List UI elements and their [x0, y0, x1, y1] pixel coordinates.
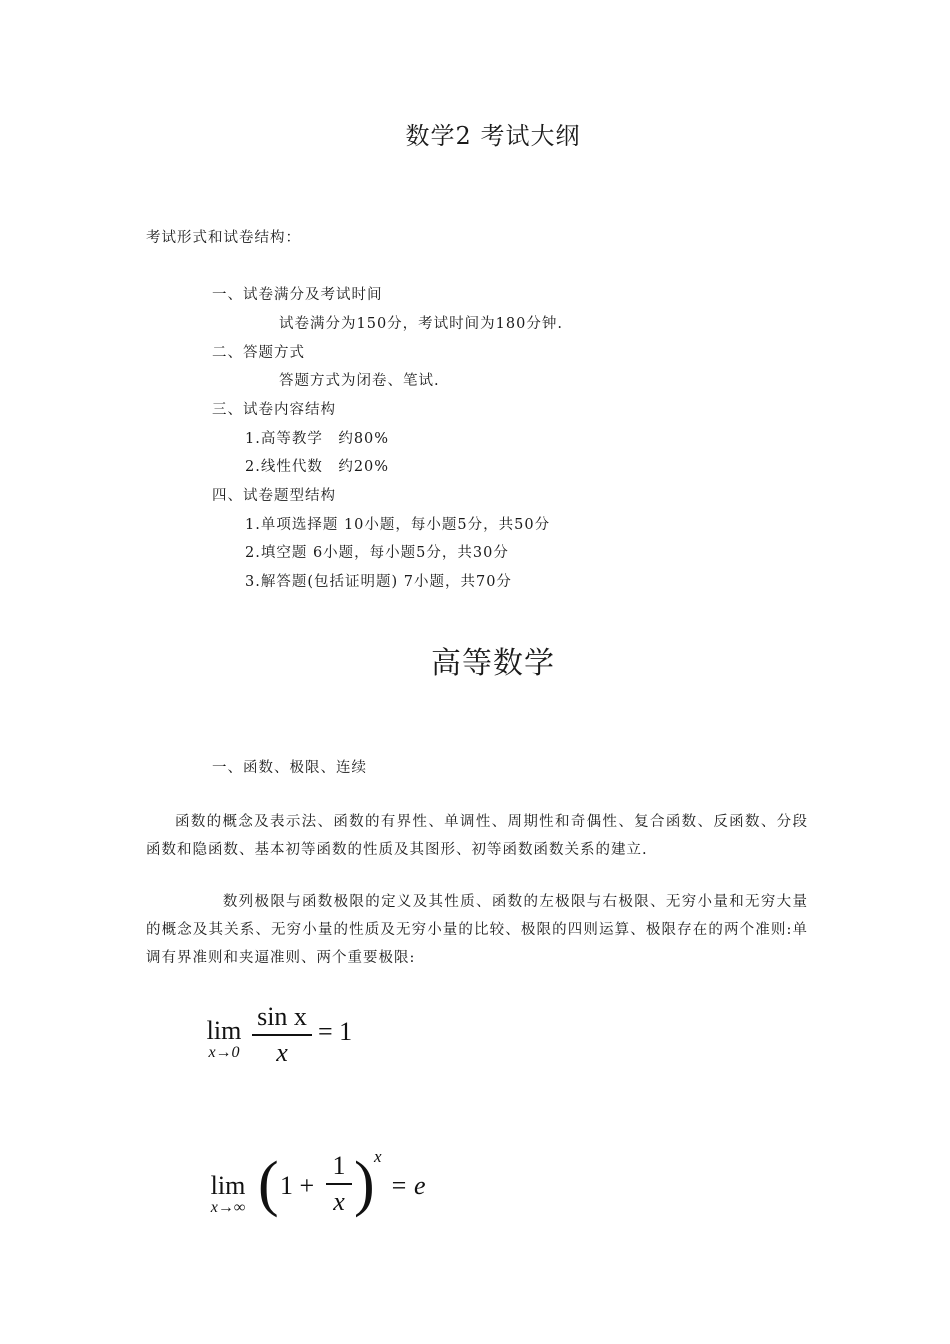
lim-subscript: x→0	[208, 1044, 240, 1061]
fraction-bar	[326, 1183, 352, 1185]
exponent: x	[374, 1147, 382, 1166]
section-content: 2.线性代数 约20%	[245, 459, 390, 475]
section-content: 1.高等教学 约80%	[245, 431, 390, 447]
section-title: 高等数学	[431, 646, 555, 681]
right-parenthesis: )	[354, 1150, 375, 1218]
exam-structure-heading: 考试形式和试卷结构：	[146, 230, 301, 246]
left-parenthesis: (	[258, 1150, 279, 1218]
section-content: 试卷满分为150分，考试时间为180分钟.	[279, 316, 563, 332]
formula-rhs: = 1	[318, 1017, 353, 1046]
fraction-denominator: x	[333, 1187, 345, 1216]
section-content: 2.填空题 6小题，每小题5分，共30分	[245, 545, 509, 561]
paragraph: 函数的概念及表示法、函数的有界性、单调性、周期性和奇偶性、复合函数、反函数、分段函数和隐函数、基本初等函数的性质及其图形、初等函数函数关系的建立.	[146, 814, 808, 858]
section-label: 三、试卷内容结构	[212, 402, 336, 418]
formula-one-plus: 1 +	[280, 1171, 315, 1200]
section-label: 一、试卷满分及考试时间	[212, 287, 383, 303]
section-label: 四、试卷题型结构	[212, 488, 336, 504]
formula-e-limit	[200, 1145, 460, 1235]
paragraph: 数列极限与函数极限的定义及其性质、函数的左极限与右极限、无穷小量和无穷大量的概念及其关系、无穷小量的性质及无穷小量的比较、极限的四则运算、极限存在的两个准则:单调有界准则和夹逼准则、两个重要极限:	[146, 894, 808, 966]
formula-rhs: = e	[390, 1171, 426, 1200]
fraction-bar	[252, 1034, 312, 1036]
section-label: 二、答题方式	[212, 345, 305, 361]
chapter-heading: 一、函数、极限、连续	[212, 760, 367, 776]
fraction-numerator: sin x	[257, 1002, 307, 1031]
document-title: 数学2 考试大纲	[405, 122, 581, 150]
fraction-denominator: x	[276, 1038, 288, 1067]
lim-operator: lim	[210, 1171, 246, 1200]
lim-subscript: x→∞	[210, 1199, 246, 1216]
formula-sinx-limit	[200, 1000, 400, 1080]
lim-operator: lim	[206, 1016, 242, 1045]
section-content: 答题方式为闭卷、笔试.	[279, 373, 440, 389]
fraction-numerator: 1	[332, 1151, 346, 1180]
section-content: 1.单项选择题 10小题，每小题5分，共50分	[245, 517, 551, 533]
section-content: 3.解答题(包括证明题) 7小题，共70分	[245, 574, 512, 590]
